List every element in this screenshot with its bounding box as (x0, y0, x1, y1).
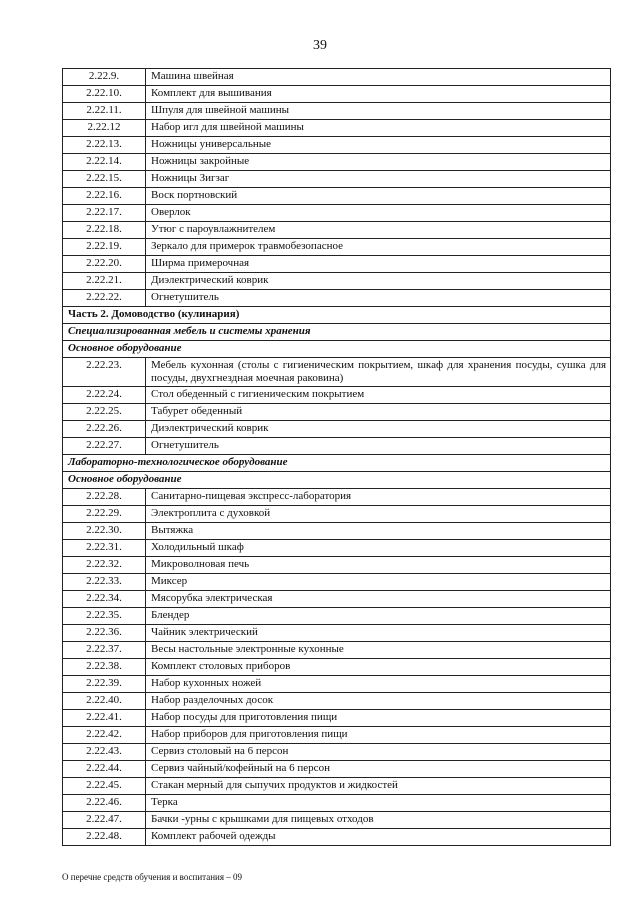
item-number: 2.22.28. (63, 489, 146, 506)
item-number: 2.22.32. (63, 557, 146, 574)
item-name: Набор кухонных ножей (146, 676, 611, 693)
table-row (63, 540, 611, 557)
item-name: Ножницы Зигзаг (146, 171, 611, 188)
item-name: Стакан мерный для сыпучих продуктов и жидкостей (146, 778, 611, 795)
table-row (63, 421, 611, 438)
table-row (63, 625, 611, 642)
item-name: Микроволновая печь (146, 557, 611, 574)
table-row (63, 137, 611, 154)
item-name: Ножницы закройные (146, 154, 611, 171)
item-number: 2.22.38. (63, 659, 146, 676)
item-number: 2.22.15. (63, 171, 146, 188)
table-row (63, 103, 611, 120)
item-name: Набор приборов для приготовления пищи (146, 727, 611, 744)
item-number: 2.22.10. (63, 86, 146, 103)
item-number: 2.22.40. (63, 693, 146, 710)
table-row (63, 69, 611, 86)
item-name: Комплект столовых приборов (146, 659, 611, 676)
table-row (63, 523, 611, 540)
item-name: Чайник электрический (146, 625, 611, 642)
table-row (63, 608, 611, 625)
table-row (63, 290, 611, 307)
table-row (63, 239, 611, 256)
page-number: 39 (313, 38, 327, 53)
item-name: Машина швейная (146, 69, 611, 86)
table-row (63, 659, 611, 676)
item-number: 2.22.22. (63, 290, 146, 307)
item-number: 2.22.20. (63, 256, 146, 273)
item-name: Терка (146, 795, 611, 812)
item-name: Набор посуды для приготовления пищи (146, 710, 611, 727)
equipment-table (62, 68, 611, 846)
subsection-row (63, 324, 611, 341)
item-number: 2.22.25. (63, 404, 146, 421)
item-name: Шпуля для швейной машины (146, 103, 611, 120)
item-name: Весы настольные электронные кухонные (146, 642, 611, 659)
item-number: 2.22.47. (63, 812, 146, 829)
item-name: Стол обеденный с гигиеническим покрытием (146, 387, 611, 404)
table-row (63, 171, 611, 188)
table-row (63, 829, 611, 846)
table-row (63, 358, 611, 387)
table-row (63, 642, 611, 659)
table-row (63, 256, 611, 273)
item-name: Огнетушитель (146, 438, 611, 455)
item-number: 2.22.17. (63, 205, 146, 222)
table-row (63, 574, 611, 591)
item-number: 2.22.37. (63, 642, 146, 659)
item-number: 2.22.33. (63, 574, 146, 591)
item-number: 2.22.31. (63, 540, 146, 557)
table-row (63, 86, 611, 103)
item-number: 2.22.27. (63, 438, 146, 455)
item-number: 2.22.14. (63, 154, 146, 171)
item-name: Диэлектрический коврик (146, 421, 611, 438)
item-number: 2.22.46. (63, 795, 146, 812)
item-number: 2.22.48. (63, 829, 146, 846)
table-row (63, 591, 611, 608)
table-row (63, 812, 611, 829)
item-name: Утюг с пароувлажнителем (146, 222, 611, 239)
table-row (63, 506, 611, 523)
item-number: 2.22.42. (63, 727, 146, 744)
item-number: 2.22.45. (63, 778, 146, 795)
item-number: 2.22.29. (63, 506, 146, 523)
table-row (63, 795, 611, 812)
item-number: 2.22.36. (63, 625, 146, 642)
item-name: Диэлектрический коврик (146, 273, 611, 290)
item-number: 2.22.41. (63, 710, 146, 727)
subsection-title: Лабораторно-технологическое оборудование (63, 455, 611, 472)
item-name: Блендер (146, 608, 611, 625)
table-row (63, 273, 611, 290)
item-name: Огнетушитель (146, 290, 611, 307)
section-title: Часть 2. Домоводство (кулинария) (63, 307, 611, 324)
item-number: 2.22.16. (63, 188, 146, 205)
subsection-row (63, 472, 611, 489)
item-number: 2.22.43. (63, 744, 146, 761)
item-number: 2.22.30. (63, 523, 146, 540)
item-name: Вытяжка (146, 523, 611, 540)
item-name: Оверлок (146, 205, 611, 222)
item-number: 2.22.34. (63, 591, 146, 608)
item-name: Сервиз столовый на 6 персон (146, 744, 611, 761)
table-row (63, 727, 611, 744)
item-number: 2.22.24. (63, 387, 146, 404)
item-name: Сервиз чайный/кофейный на 6 персон (146, 761, 611, 778)
item-name: Мясорубка электрическая (146, 591, 611, 608)
item-name: Табурет обеденный (146, 404, 611, 421)
table-row (63, 676, 611, 693)
table-row (63, 154, 611, 171)
section-row (63, 307, 611, 324)
table-row (63, 489, 611, 506)
item-number: 2.22.23. (63, 358, 146, 387)
table-row (63, 761, 611, 778)
footer-text: О перечне средств обучения и воспитания – 09 (62, 872, 242, 882)
table-row (63, 387, 611, 404)
item-name: Санитарно-пищевая экспресс-лаборатория (146, 489, 611, 506)
table-row (63, 120, 611, 137)
table-row (63, 188, 611, 205)
subsection-row (63, 455, 611, 472)
item-name: Миксер (146, 574, 611, 591)
item-number: 2.22.13. (63, 137, 146, 154)
item-number: 2.22.11. (63, 103, 146, 120)
item-name: Ширма примерочная (146, 256, 611, 273)
table-row (63, 693, 611, 710)
item-number: 2.22.19. (63, 239, 146, 256)
item-name: Ножницы универсальные (146, 137, 611, 154)
item-number: 2.22.12 (63, 120, 146, 137)
table-row (63, 205, 611, 222)
item-name: Зеркало для примерок травмобезопасное (146, 239, 611, 256)
item-name: Набор разделочных досок (146, 693, 611, 710)
item-name: Холодильный шкаф (146, 540, 611, 557)
item-number: 2.22.39. (63, 676, 146, 693)
item-number: 2.22.18. (63, 222, 146, 239)
item-number: 2.22.21. (63, 273, 146, 290)
subsection-title: Основное оборудование (63, 341, 611, 358)
table-row (63, 404, 611, 421)
item-number: 2.22.9. (63, 69, 146, 86)
item-name: Комплект рабочей одежды (146, 829, 611, 846)
item-name: Набор игл для швейной машины (146, 120, 611, 137)
item-name: Бачки -урны с крышками для пищевых отходов (146, 812, 611, 829)
table-row (63, 557, 611, 574)
table-row (63, 778, 611, 795)
item-number: 2.22.44. (63, 761, 146, 778)
subsection-title: Основное оборудование (63, 472, 611, 489)
item-number: 2.22.35. (63, 608, 146, 625)
item-name: Мебель кухонная (столы с гигиеническим покрытием, шкаф для хранения посуды, сушка для посуды, двухгнездная моечная раковина) (146, 358, 611, 387)
table-row (63, 222, 611, 239)
table-row (63, 744, 611, 761)
item-name: Комплект для вышивания (146, 86, 611, 103)
item-number: 2.22.26. (63, 421, 146, 438)
table-row (63, 710, 611, 727)
subsection-title: Специализированная мебель и системы хранения (63, 324, 611, 341)
item-name: Воск портновский (146, 188, 611, 205)
subsection-row (63, 341, 611, 358)
item-name: Электроплита с духовкой (146, 506, 611, 523)
table-row (63, 438, 611, 455)
